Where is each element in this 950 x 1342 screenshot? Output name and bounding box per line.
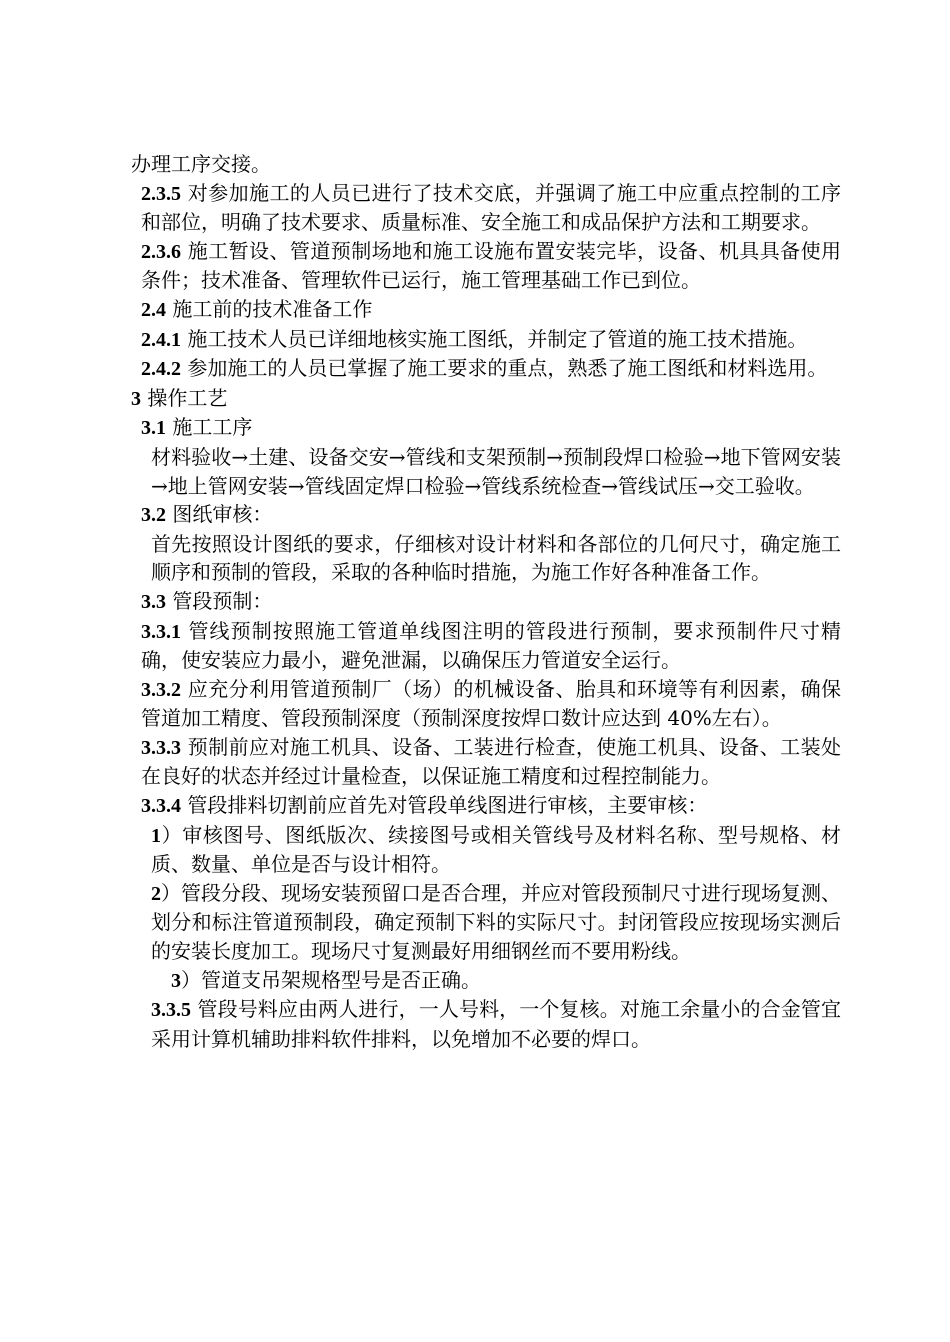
section-number: 3.3.1: [141, 620, 181, 643]
paragraph-text: 材料验收→土建、设备交安→管线和支架预制→预制段焊口检验→地下管网安装→地上管网安装→管线固定焊口检验→管线系统检查→管线试压→交工验收。: [151, 444, 841, 498]
paragraph: [131, 530, 841, 587]
list-item: [131, 879, 841, 966]
heading-text: 施工工序: [166, 415, 253, 440]
paragraph: [131, 617, 841, 675]
section-heading: [131, 295, 841, 325]
list-item: [131, 821, 841, 879]
paragraph-text: 管段号料应由两人进行，一人号料，一个复核。对施工余量小的合金管宜采用计算机辅助排料软件排料，以免增加不必要的焊口。: [151, 997, 841, 1051]
paragraph-text: 预制前应对施工机具、设备、工装进行检查，使施工机具、设备、工装处在良好的状态并经过计量检查，以保证施工精度和过程控制能力。: [141, 734, 841, 789]
paragraph: [131, 995, 841, 1053]
section-number: 3.1: [141, 417, 166, 440]
section-number: 3.3: [141, 590, 166, 613]
section-heading: [131, 500, 841, 530]
paragraph: [131, 354, 841, 384]
section-number: 2.3.5: [141, 182, 181, 205]
paragraph: [131, 791, 841, 821]
heading-text: 施工前的技术准备工作: [166, 296, 373, 321]
paragraph-text: 对参加施工的人员已进行了技术交底，并强调了施工中应重点控制的工序和部位，明确了技术要求、质量标准、安全施工和成品保护方法和工期要求。: [141, 180, 841, 235]
list-item-text: ）管段分段、现场安装预留口是否合理，并应对管段预制尺寸进行现场复测、划分和标注管道预制段，确定预制下料的实际尺寸。封闭管段应按现场实测后的安装长度加工。现场尺寸复测最好用细钢丝而不要用粉线。: [151, 880, 841, 964]
paragraph: [131, 733, 841, 791]
list-number: 3: [171, 969, 181, 992]
section-number: 2.3.6: [141, 240, 181, 263]
chapter-heading: [131, 384, 841, 414]
section-number: 2.4.2: [141, 358, 181, 381]
paragraph-text: 首先按照设计图纸的要求，仔细核对设计材料和各部位的几何尺寸，确定施工顺序和预制的管段，采取的各种临时措施，为施工作好各种准备工作。: [151, 531, 841, 585]
paragraph-text: 管段排料切割前应首先对管段单线图进行审核，主要审核：: [181, 793, 708, 818]
paragraph: [131, 179, 841, 237]
section-number: 3.3.5: [151, 999, 191, 1022]
list-item: [131, 966, 841, 996]
list-item-text: ）审核图号、图纸版次、续接图号或相关管线号及材料名称、型号规格、材质、数量、单位是否与设计相符。: [151, 822, 841, 877]
section-number: 3.3.4: [141, 795, 181, 818]
paragraph-text: 施工暂设、管道预制场地和施工设施布置安装完毕，设备、机具具备使用条件；技术准备、管理软件已运行，施工管理基础工作已到位。: [141, 238, 841, 293]
section-heading: [131, 587, 841, 617]
paragraph: [131, 325, 841, 355]
list-number: 1: [151, 824, 161, 847]
heading-text: 操作工艺: [141, 385, 228, 410]
paragraph: [131, 675, 841, 733]
paragraph: [131, 237, 841, 295]
section-number: 3.3.3: [141, 736, 181, 759]
list-number: 2: [151, 882, 161, 905]
section-number: 2.4: [141, 298, 166, 321]
paragraph-text: 施工技术人员已详细地核实施工图纸，并制定了管道的施工技术措施。: [181, 326, 808, 351]
section-number: 3.2: [141, 504, 166, 527]
paragraph-text: 参加施工的人员已掌握了施工要求的重点，熟悉了施工图纸和材料选用。: [181, 356, 828, 381]
section-heading: [131, 413, 841, 443]
section-number: 3: [131, 387, 141, 410]
paragraph-text: 应充分利用管道预制厂（场）的机械设备、胎具和环境等有利因素，确保管道加工精度、管段预制深度（预制深度按焊口数计应达到 40%左右）。: [141, 676, 841, 731]
paragraph: [131, 150, 841, 179]
list-item-text: ）管道支吊架规格型号是否正确。: [181, 967, 481, 992]
paragraph: [131, 443, 841, 500]
document-body: [131, 150, 841, 1053]
paragraph-text: 管线预制按照施工管道单线图注明的管段进行预制，要求预制件尺寸精确，使安装应力最小，避免泄漏，以确保压力管道安全运行。: [141, 618, 841, 673]
heading-text: 管段预制：: [166, 588, 273, 613]
paragraph-text: 办理工序交接。: [131, 152, 271, 176]
heading-text: 图纸审核：: [166, 502, 273, 527]
section-number: 2.4.1: [141, 328, 181, 351]
section-number: 3.3.2: [141, 678, 181, 701]
